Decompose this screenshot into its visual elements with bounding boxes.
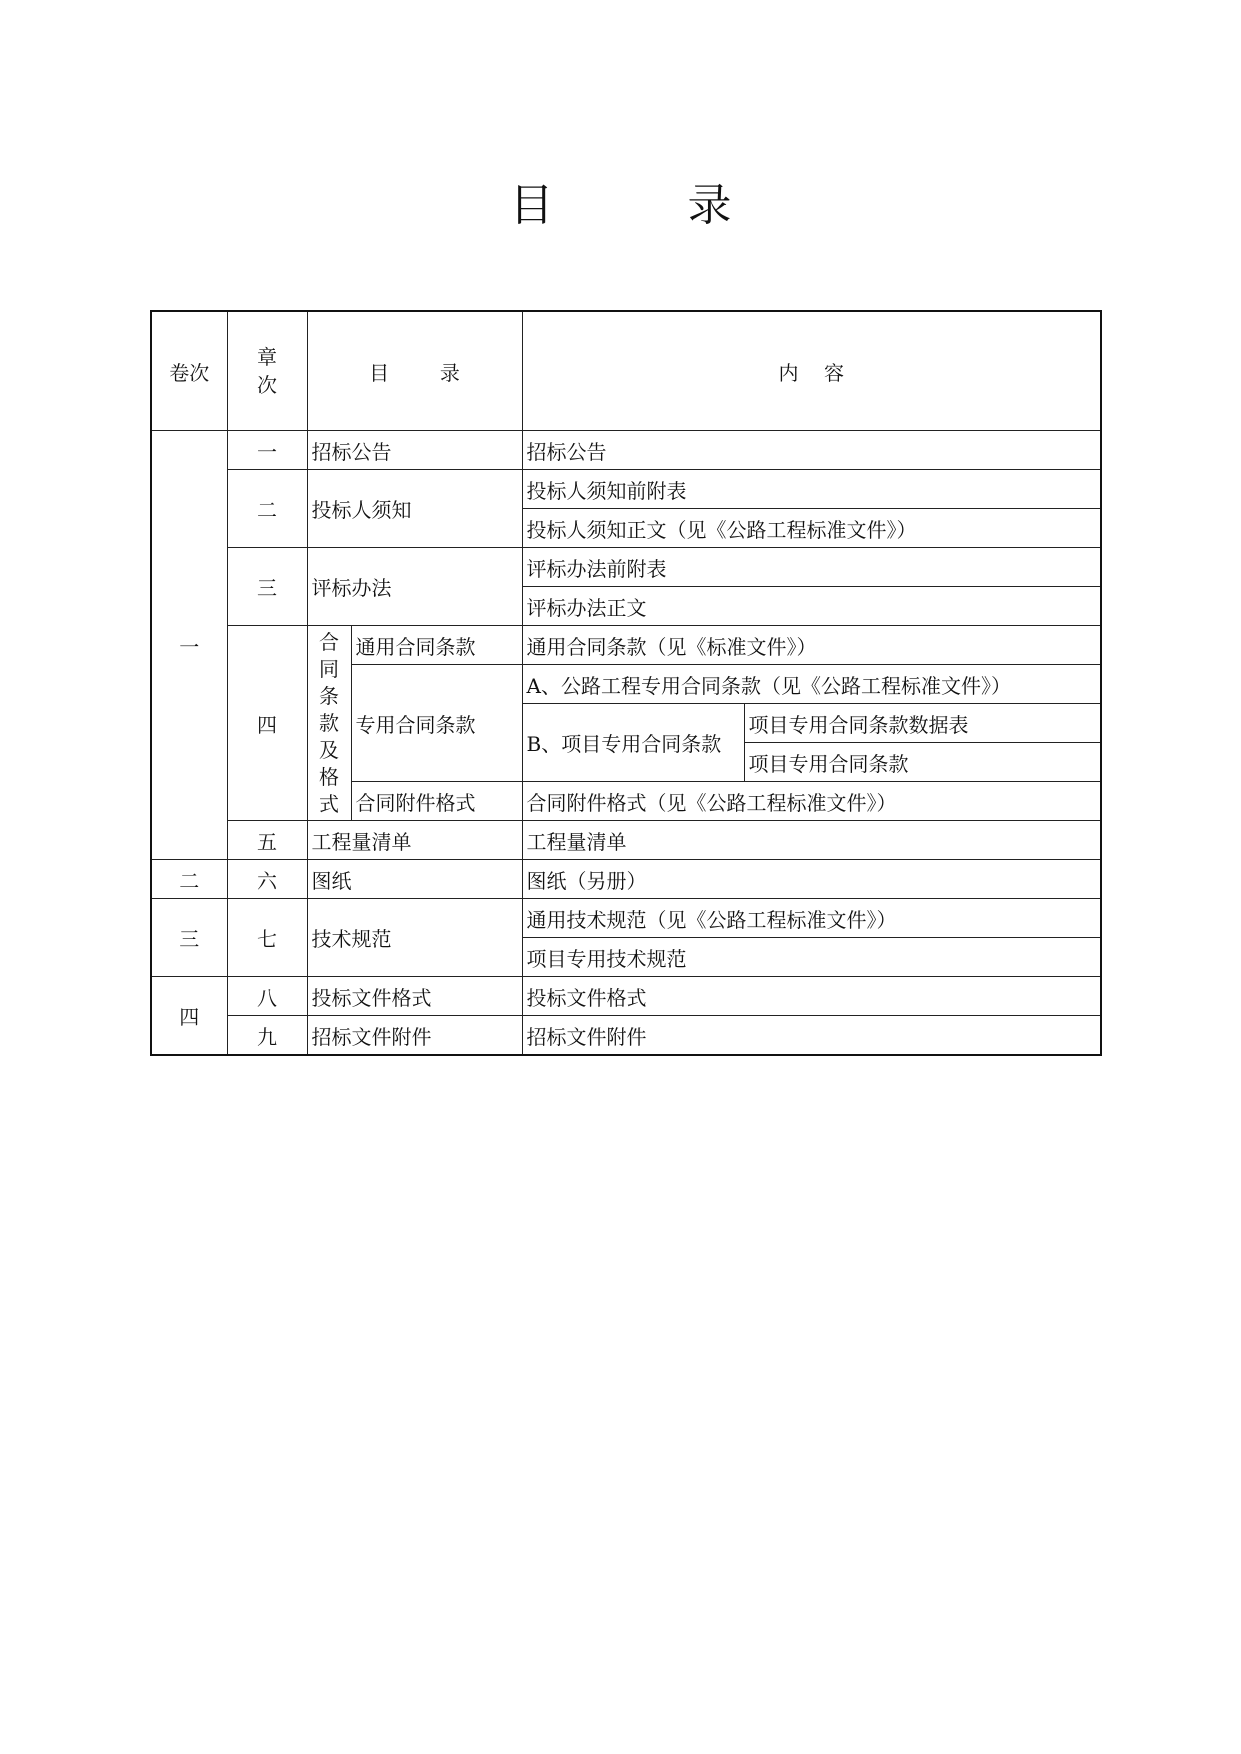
contract-group-char: 格 xyxy=(319,764,339,789)
content-cell: 合同附件格式（见《公路工程标准文件》） xyxy=(522,782,1101,821)
table-row xyxy=(151,470,1101,509)
header-volume: 卷次 xyxy=(151,311,227,431)
contract-group-char: 同 xyxy=(319,656,339,681)
table-row xyxy=(151,977,1101,1016)
contract-group-char: 款 xyxy=(319,710,339,735)
header-chapter-line2: 次 xyxy=(257,373,277,397)
content-cell: 项目专用技术规范 xyxy=(522,938,1101,977)
table-row xyxy=(151,899,1101,938)
catalog-cell: 通用合同条款 xyxy=(351,626,522,665)
content-subcell: 项目专用合同条款数据表 xyxy=(744,704,1101,743)
catalog-cell: 招标公告 xyxy=(307,431,522,470)
content-cell: 投标人须知前附表 xyxy=(522,470,1101,509)
header-chapter xyxy=(227,311,307,431)
volume-cell: 一 xyxy=(151,431,227,860)
contract-group-char: 条 xyxy=(319,683,339,708)
volume-cell: 二 xyxy=(151,860,227,899)
chapter-cell: 七 xyxy=(227,899,307,977)
page-title: 目 录 xyxy=(509,180,792,231)
chapter-cell: 九 xyxy=(227,1016,307,1056)
chapter-cell: 三 xyxy=(227,548,307,626)
catalog-cell: 工程量清单 xyxy=(307,821,522,860)
content-cell: A、公路工程专用合同条款（见《公路工程标准文件》） xyxy=(522,665,1101,704)
toc-table xyxy=(150,310,1102,1056)
content-cell: 招标文件附件 xyxy=(522,1016,1101,1056)
table-row xyxy=(151,860,1101,899)
content-cell: 通用合同条款（见《标准文件》） xyxy=(522,626,1101,665)
catalog-cell: 招标文件附件 xyxy=(307,1016,522,1056)
contract-group-char: 及 xyxy=(319,737,339,762)
table-row xyxy=(151,1016,1101,1056)
catalog-cell: 技术规范 xyxy=(307,899,522,977)
chapter-cell: 四 xyxy=(227,626,307,821)
volume-cell: 四 xyxy=(151,977,227,1056)
catalog-cell: 投标文件格式 xyxy=(307,977,522,1016)
content-cell: 投标文件格式 xyxy=(522,977,1101,1016)
table-row xyxy=(151,821,1101,860)
chapter-cell: 二 xyxy=(227,470,307,548)
volume-cell: 三 xyxy=(151,899,227,977)
content-cell: B、项目专用合同条款 xyxy=(522,704,744,782)
content-cell: 评标办法前附表 xyxy=(522,548,1101,587)
table-row xyxy=(151,626,1101,665)
table-row xyxy=(151,431,1101,470)
content-cell: 工程量清单 xyxy=(522,821,1101,860)
catalog-cell: 投标人须知 xyxy=(307,470,522,548)
content-cell: 评标办法正文 xyxy=(522,587,1101,626)
header-content: 内 容 xyxy=(522,311,1101,431)
table-header-row xyxy=(151,311,1101,431)
content-cell: 图纸（另册） xyxy=(522,860,1101,899)
chapter-cell: 一 xyxy=(227,431,307,470)
chapter-cell: 八 xyxy=(227,977,307,1016)
contract-group-char: 式 xyxy=(319,791,339,816)
header-chapter-line1: 章 xyxy=(257,345,277,369)
catalog-cell: 合同附件格式 xyxy=(351,782,522,821)
content-cell: 招标公告 xyxy=(522,431,1101,470)
table-row xyxy=(151,548,1101,587)
catalog-cell: 图纸 xyxy=(307,860,522,899)
contract-group-cell xyxy=(307,626,351,821)
content-cell: 通用技术规范（见《公路工程标准文件》） xyxy=(522,899,1101,938)
header-catalog: 目 录 xyxy=(307,311,522,431)
catalog-cell: 评标办法 xyxy=(307,548,522,626)
catalog-cell: 专用合同条款 xyxy=(351,665,522,782)
content-cell: 投标人须知正文（见《公路工程标准文件》） xyxy=(522,509,1101,548)
content-subcell: 项目专用合同条款 xyxy=(744,743,1101,782)
contract-group-char: 合 xyxy=(319,629,339,654)
chapter-cell: 五 xyxy=(227,821,307,860)
chapter-cell: 六 xyxy=(227,860,307,899)
